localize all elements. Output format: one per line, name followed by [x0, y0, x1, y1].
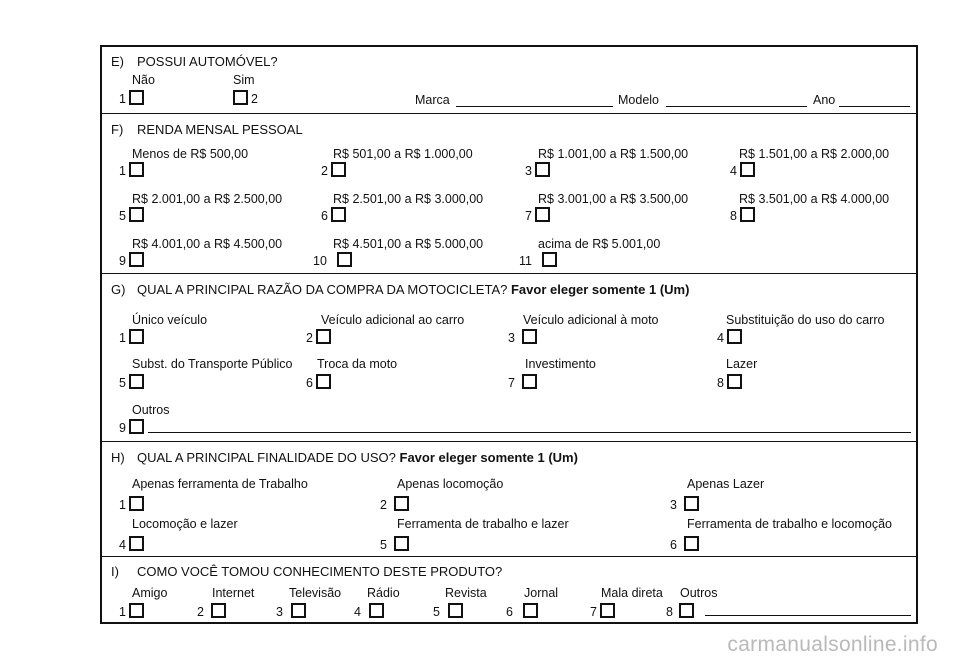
- option-label: Ferramenta de trabalho e locomoção: [687, 517, 892, 531]
- option-number: 8: [717, 376, 724, 390]
- checkbox[interactable]: [600, 603, 615, 618]
- watermark: carmanualsonline.info: [727, 633, 938, 656]
- checkbox[interactable]: [316, 374, 331, 389]
- option-label: Veículo adicional ao carro: [321, 313, 465, 327]
- option-number: 2: [251, 92, 258, 106]
- option-number: 1: [119, 164, 126, 178]
- option-number: 3: [276, 605, 283, 619]
- checkbox[interactable]: [522, 329, 537, 344]
- option-finalidade-4[interactable]: [119, 535, 144, 551]
- section-e-automovel: [102, 47, 916, 113]
- checkbox[interactable]: [129, 603, 144, 618]
- checkbox[interactable]: [129, 162, 144, 177]
- option-label-sim: Sim: [233, 73, 255, 87]
- checkbox[interactable]: [523, 603, 538, 618]
- option-label: R$ 1.501,00 a R$ 2.000,00: [739, 147, 890, 161]
- option-renda-11[interactable]: [519, 251, 557, 267]
- section-g-razao: [102, 273, 916, 442]
- checkbox[interactable]: [129, 496, 144, 511]
- option-number: 11: [519, 254, 532, 268]
- section-letter: F): [111, 122, 124, 137]
- checkbox[interactable]: [394, 536, 409, 551]
- checkbox[interactable]: [394, 496, 409, 511]
- checkbox[interactable]: [331, 207, 346, 222]
- option-label: R$ 501,00 a R$ 1.000,00: [333, 147, 473, 161]
- section-f-title: [111, 122, 303, 137]
- option-nao[interactable]: [119, 89, 144, 105]
- option-conhecimento-8[interactable]: [666, 602, 694, 618]
- checkbox[interactable]: [129, 252, 144, 267]
- option-number: 2: [306, 331, 313, 345]
- section-letter: G): [111, 282, 126, 297]
- option-label: Ferramenta de trabalho e lazer: [397, 517, 569, 531]
- option-label: Televisão: [289, 586, 342, 600]
- checkbox[interactable]: [448, 603, 463, 618]
- option-number: 4: [119, 538, 126, 552]
- option-number: 3: [670, 498, 677, 512]
- option-label: Troca da moto: [317, 357, 398, 371]
- section-letter: I): [111, 564, 119, 579]
- section-h-finalidade: [102, 441, 916, 557]
- checkbox[interactable]: [316, 329, 331, 344]
- option-label: Investimento: [525, 357, 596, 371]
- option-renda-8[interactable]: [730, 206, 755, 222]
- option-number: 5: [380, 538, 387, 552]
- option-label: R$ 1.001,00 a R$ 1.500,00: [538, 147, 689, 161]
- option-number: 7: [525, 209, 532, 223]
- checkbox[interactable]: [129, 329, 144, 344]
- ano-label: Ano: [813, 93, 836, 107]
- option-number: 10: [313, 254, 327, 268]
- option-label: Internet: [212, 586, 255, 600]
- option-number: 7: [590, 605, 597, 619]
- ano-input-line[interactable]: [839, 106, 910, 107]
- option-number: 9: [119, 421, 126, 435]
- section-letter: E): [111, 54, 124, 69]
- modelo-label: Modelo: [618, 93, 659, 107]
- option-conhecimento-4[interactable]: [354, 602, 384, 618]
- option-conhecimento-1[interactable]: [119, 602, 144, 618]
- option-razao-7[interactable]: [508, 373, 537, 389]
- checkbox[interactable]: [684, 496, 699, 511]
- option-label: Outros: [132, 403, 170, 417]
- modelo-input-line[interactable]: [666, 106, 807, 107]
- outros-input-line[interactable]: [705, 615, 911, 616]
- option-number: 8: [666, 605, 673, 619]
- option-number: 4: [354, 605, 361, 619]
- checkbox[interactable]: [679, 603, 694, 618]
- section-e-title: [111, 54, 278, 69]
- option-label: Único veículo: [132, 313, 208, 327]
- section-title-text: POSSUI AUTOMÓVEL?: [137, 54, 278, 69]
- checkbox-nao[interactable]: [129, 90, 144, 105]
- option-label: R$ 4.501,00 a R$ 5.000,00: [333, 237, 484, 251]
- option-conhecimento-6[interactable]: [506, 602, 538, 618]
- section-i-title: [111, 564, 502, 579]
- option-renda-4[interactable]: [730, 161, 755, 177]
- option-number: 1: [119, 92, 126, 106]
- option-label: Apenas ferramenta de Trabalho: [132, 477, 308, 491]
- option-renda-2[interactable]: [321, 161, 346, 177]
- option-label: Locomoção e lazer: [132, 517, 238, 531]
- option-number: 9: [119, 254, 126, 268]
- option-label: R$ 3.501,00 a R$ 4.000,00: [739, 192, 890, 206]
- option-number: 2: [380, 498, 387, 512]
- option-finalidade-1[interactable]: [119, 495, 144, 511]
- option-number: 8: [730, 209, 737, 223]
- option-number: 6: [670, 538, 677, 552]
- section-title-text: QUAL A PRINCIPAL RAZÃO DA COMPRA DA MOTOCICLETA?: [137, 282, 508, 297]
- option-label: acima de R$ 5.001,00: [538, 237, 661, 251]
- option-label: Veículo adicional à moto: [523, 313, 659, 327]
- option-number: 6: [506, 605, 513, 619]
- option-finalidade-6[interactable]: [670, 535, 699, 551]
- option-label: R$ 3.001,00 a R$ 3.500,00: [538, 192, 689, 206]
- checkbox[interactable]: [727, 329, 742, 344]
- section-title-text: COMO VOCÊ TOMOU CONHECIMENTO DESTE PRODUTO?: [137, 564, 503, 579]
- option-label: Substituição do uso do carro: [726, 313, 885, 327]
- option-finalidade-3[interactable]: [670, 495, 699, 511]
- option-label: Amigo: [132, 586, 168, 600]
- section-title-text: RENDA MENSAL PESSOAL: [137, 122, 303, 137]
- option-label-nao: Não: [132, 73, 155, 87]
- option-conhecimento-7[interactable]: [590, 602, 615, 618]
- option-razao-1[interactable]: [119, 328, 144, 344]
- checkbox[interactable]: [129, 419, 144, 434]
- checkbox[interactable]: [331, 162, 346, 177]
- checkbox[interactable]: [291, 603, 306, 618]
- checkbox-sim[interactable]: [233, 90, 248, 105]
- option-label: R$ 2.501,00 a R$ 3.000,00: [333, 192, 484, 206]
- option-conhecimento-5[interactable]: [433, 602, 463, 618]
- option-label: Lazer: [726, 357, 758, 371]
- checkbox[interactable]: [727, 374, 742, 389]
- option-label: Rádio: [367, 586, 400, 600]
- option-razao-2[interactable]: [306, 328, 331, 344]
- option-razao-4[interactable]: [717, 328, 742, 344]
- checkbox[interactable]: [129, 207, 144, 222]
- option-number: 3: [508, 331, 515, 345]
- option-label: Revista: [445, 586, 487, 600]
- section-i-conhecimento: [102, 556, 916, 625]
- option-renda-7[interactable]: [525, 206, 550, 222]
- checkbox[interactable]: [369, 603, 384, 618]
- option-razao-6[interactable]: [306, 373, 331, 389]
- section-letter: H): [111, 450, 125, 465]
- checkbox[interactable]: [129, 374, 144, 389]
- option-label: Subst. do Transporte Público: [132, 357, 293, 371]
- checkbox[interactable]: [535, 207, 550, 222]
- survey-form: [100, 45, 918, 624]
- option-number: 7: [508, 376, 515, 390]
- option-number: 4: [730, 164, 737, 178]
- option-number: 5: [119, 376, 126, 390]
- checkbox[interactable]: [684, 536, 699, 551]
- option-finalidade-5[interactable]: [380, 535, 409, 551]
- option-label: Jornal: [524, 586, 559, 600]
- checkbox[interactable]: [129, 536, 144, 551]
- checkbox[interactable]: [337, 252, 352, 267]
- option-label: Apenas Lazer: [687, 477, 765, 491]
- option-label: Apenas locomoção: [397, 477, 504, 491]
- option-number: 5: [433, 605, 440, 619]
- option-renda-5[interactable]: [119, 206, 144, 222]
- checkbox[interactable]: [211, 603, 226, 618]
- section-instruction: Favor eleger somente 1 (Um): [510, 282, 690, 297]
- option-razao-5[interactable]: [119, 373, 144, 389]
- checkbox[interactable]: [542, 252, 557, 267]
- option-conhecimento-3[interactable]: [276, 602, 306, 618]
- option-renda-6[interactable]: [321, 206, 346, 222]
- checkbox[interactable]: [535, 162, 550, 177]
- option-sim[interactable]: [233, 89, 258, 105]
- option-label: R$ 4.001,00 a R$ 4.500,00: [132, 237, 283, 251]
- option-number: 1: [119, 498, 126, 512]
- option-conhecimento-2[interactable]: [197, 602, 226, 618]
- option-renda-9[interactable]: [119, 251, 144, 267]
- option-renda-10[interactable]: [313, 251, 352, 267]
- option-number: 6: [321, 209, 328, 223]
- outros-input-line[interactable]: [148, 432, 911, 433]
- option-number: 1: [119, 605, 126, 619]
- marca-label: Marca: [415, 93, 450, 107]
- option-finalidade-2[interactable]: [380, 495, 409, 511]
- section-instruction: Favor eleger somente 1 (Um): [399, 450, 578, 465]
- section-title-text: QUAL A PRINCIPAL FINALIDADE DO USO?: [137, 450, 396, 465]
- option-label: Mala direta: [601, 586, 663, 600]
- option-number: 4: [717, 331, 724, 345]
- option-label: Menos de R$ 500,00: [132, 147, 249, 161]
- option-number: 2: [197, 605, 204, 619]
- marca-input-line[interactable]: [456, 106, 613, 107]
- checkbox[interactable]: [740, 162, 755, 177]
- option-label: R$ 2.001,00 a R$ 2.500,00: [132, 192, 283, 206]
- option-razao-8[interactable]: [717, 373, 742, 389]
- option-number: 1: [119, 331, 126, 345]
- section-f-renda: [102, 113, 916, 274]
- checkbox[interactable]: [740, 207, 755, 222]
- option-renda-1[interactable]: [119, 161, 144, 177]
- option-number: 5: [119, 209, 126, 223]
- option-label: Outros: [680, 586, 718, 600]
- section-h-title: [111, 450, 578, 465]
- section-g-title: [111, 282, 689, 297]
- option-number: 6: [306, 376, 313, 390]
- option-razao-3[interactable]: [508, 328, 537, 344]
- checkbox[interactable]: [522, 374, 537, 389]
- option-number: 3: [525, 164, 532, 178]
- option-number: 2: [321, 164, 328, 178]
- option-renda-3[interactable]: [525, 161, 550, 177]
- option-razao-9[interactable]: [119, 418, 144, 434]
